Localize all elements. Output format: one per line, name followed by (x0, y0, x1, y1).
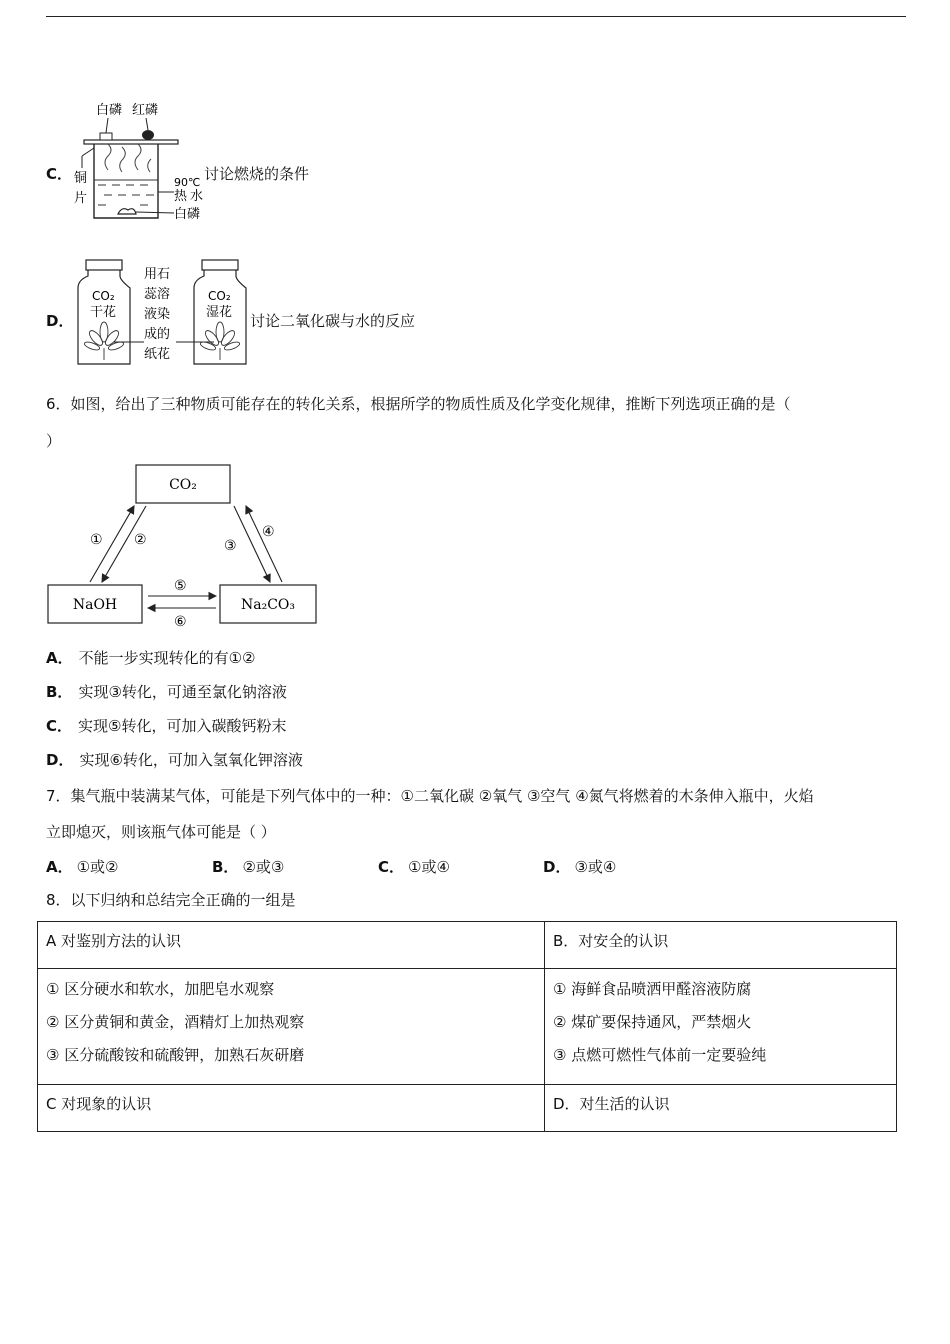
header-rule (46, 16, 906, 17)
svg-text:90℃: 90℃ (174, 176, 201, 189)
q6-option-b: B． 实现③转化，可通至氯化钠溶液 (46, 683, 287, 701)
svg-text:湿花: 湿花 (206, 305, 233, 320)
svg-text:CO₂: CO₂ (208, 289, 231, 303)
svg-text:干花: 干花 (90, 305, 117, 320)
white-phosphorus-piece (100, 133, 112, 140)
svg-text:②: ② (134, 532, 147, 548)
q6-stem-line1: 6．如图，给出了三种物质可能存在的转化关系，根据所学的物质性质及化学变化规律，推断下列选项正确的是（ (46, 395, 791, 413)
svg-text:蕊溶: 蕊溶 (144, 287, 171, 302)
q7-option-d: D． ③或④ (543, 858, 617, 876)
q6-option-a: A． 不能一步实现转化的有①② (46, 649, 256, 667)
svg-text:热: 热 (174, 189, 188, 204)
svg-text:④: ④ (262, 524, 275, 540)
svg-text:片: 片 (74, 191, 88, 206)
flower-left (83, 322, 124, 360)
svg-text:纸花: 纸花 (144, 347, 171, 362)
q8-cell-a-head: A 对鉴别方法的认识 (38, 922, 545, 969)
q5-option-c-text: 讨论燃烧的条件 (204, 165, 310, 183)
svg-text:⑤: ⑤ (174, 578, 187, 594)
beaker (94, 144, 158, 218)
box-na2co3-label: Na₂CO₃ (240, 597, 296, 613)
svg-text:⑥: ⑥ (174, 614, 187, 630)
underwater-white-phosphorus (118, 209, 136, 214)
label-red-phosphorus: 红磷 (132, 103, 159, 118)
svg-text:成的: 成的 (144, 327, 171, 342)
q6-option-d: D． 实现⑥转化，可加入氢氧化钾溶液 (46, 751, 303, 769)
q7-option-c: C． ①或④ (378, 858, 450, 876)
red-phosphorus-piece (142, 130, 154, 140)
q5-option-c-label: C． (46, 165, 73, 183)
q8-table (37, 921, 897, 1132)
svg-text:③: ③ (224, 538, 237, 554)
svg-text:液染: 液染 (144, 307, 171, 322)
q8-cell-d-head: D．对生活的认识 (545, 1085, 897, 1132)
svg-text:①: ① (90, 532, 103, 548)
svg-text:CO₂: CO₂ (92, 289, 115, 303)
label-white-phosphorus: 白磷 (96, 103, 123, 118)
co2-flower-bottles-figure (74, 258, 254, 370)
svg-text:铜: 铜 (74, 171, 88, 186)
flower-right (199, 322, 240, 360)
q5-option-d-text: 讨论二氧化碳与水的反应 (250, 312, 416, 330)
q8-cell-b-body: ① 海鲜食品喷洒甲醛溶液防腐 ② 煤矿要保持通风，严禁烟火 ③ 点燃可燃性气体前一定要验纯 (545, 969, 897, 1085)
q8-cell-a-body: ① 区分硬水和软水，加肥皂水观察 ② 区分黄铜和黄金，酒精灯上加热观察 ③ 区分硫酸铵和硫酸钾，加熟石灰研磨 (38, 969, 545, 1085)
q7-stem-line2: 立即熄灭，则该瓶气体可能是（ ） (46, 823, 276, 841)
q8-stem: 8．以下归纳和总结完全正确的一组是 (46, 891, 296, 909)
q8-cell-b-head: B．对安全的认识 (545, 922, 897, 969)
q6-stem-line2: ） (46, 432, 62, 450)
q5-option-d-label: D． (46, 312, 74, 330)
copper-plate (84, 140, 178, 144)
box-co2-label: CO₂ (169, 477, 197, 493)
conversion-diagram (46, 462, 326, 630)
q8-cell-c-head: C 对现象的认识 (38, 1085, 545, 1132)
q7-option-b: B． ②或③ (212, 858, 285, 876)
q7-stem-line1: 7．集气瓶中装满某气体，可能是下列气体中的一种：①二氧化碳 ②氧气 ③空气 ④氮气将燃着的木条伸入瓶中，火焰 (46, 787, 814, 805)
q7-option-a: A． ①或② (46, 858, 119, 876)
combustion-apparatus-figure (70, 100, 210, 225)
box-naoh-label: NaOH (72, 597, 118, 613)
svg-text:水: 水 (190, 189, 204, 204)
svg-text:用石: 用石 (144, 267, 171, 282)
svg-text:白磷: 白磷 (174, 207, 201, 222)
q6-option-c: C． 实现⑤转化，可加入碳酸钙粉末 (46, 717, 287, 735)
